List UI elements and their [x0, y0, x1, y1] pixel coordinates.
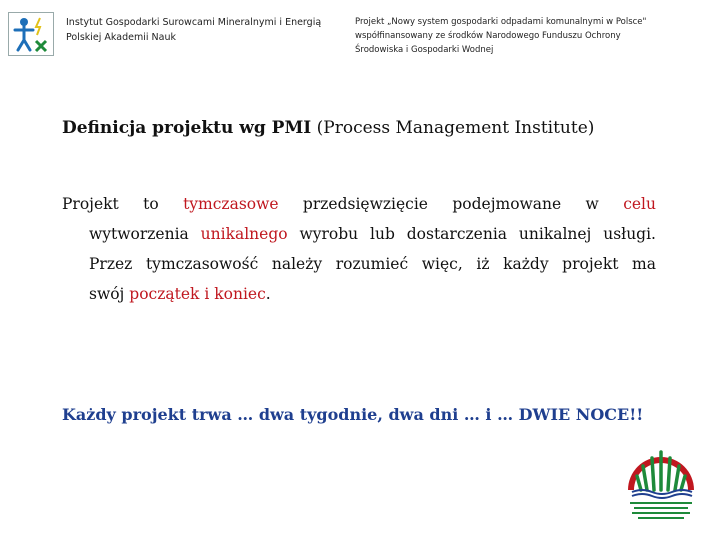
highlight-unique: unikalnego [200, 225, 288, 243]
definition-text: przedsięwzięcie podejmowane w [278, 195, 624, 213]
highlight-start-end: początek i koniec [129, 285, 266, 303]
definition-text: Przez tymczasowość należy rozumieć więc, iż każdy projekt ma [89, 255, 656, 273]
project-info-line3: Środowiska i Gospodarki Wodnej [355, 45, 494, 55]
definition-text: wyrobu lub dostarczenia unikalnej usługi. [287, 225, 656, 243]
definition-line-2 [62, 219, 656, 249]
definition-line-4 [62, 279, 656, 309]
institute-name [66, 15, 336, 45]
definition-text: Projekt to [62, 195, 184, 213]
institute-logo [8, 12, 54, 56]
project-info-line2: współfinansowany ze środków Narodowego Funduszu Ochrony [355, 31, 621, 41]
slide-title [62, 116, 682, 140]
institute-logo-icon [9, 13, 53, 55]
slide-title-normal: (Process Management Institute) [311, 118, 595, 138]
definition-text: . [265, 285, 271, 303]
definition-text: swój [89, 285, 130, 303]
institute-name-line1: Instytut Gospodarki Surowcami Mineralnymi i Energią [66, 17, 322, 28]
definition-paragraph [62, 189, 656, 309]
nfosigw-logo [622, 432, 700, 524]
highlight-temporary: tymczasowe [183, 195, 279, 213]
nfosigw-logo-icon [622, 432, 700, 524]
highlight-purpose: celu [623, 195, 656, 213]
institute-name-line2: Polskiej Akademii Nauk [66, 32, 176, 43]
definition-text: wytworzenia [89, 225, 201, 243]
project-info-line1: Projekt „Nowy system gospodarki odpadami komunalnymi w Polsce" [355, 17, 647, 27]
closing-statement: Każdy projekt trwa … dwa tygodnie, dwa dni … i … DWIE NOCE!! [62, 405, 644, 424]
slide-title-bold: Definicja projektu wg PMI [62, 118, 312, 138]
definition-line-1 [62, 189, 656, 219]
definition-line-3 [62, 249, 656, 279]
project-info [355, 15, 700, 57]
